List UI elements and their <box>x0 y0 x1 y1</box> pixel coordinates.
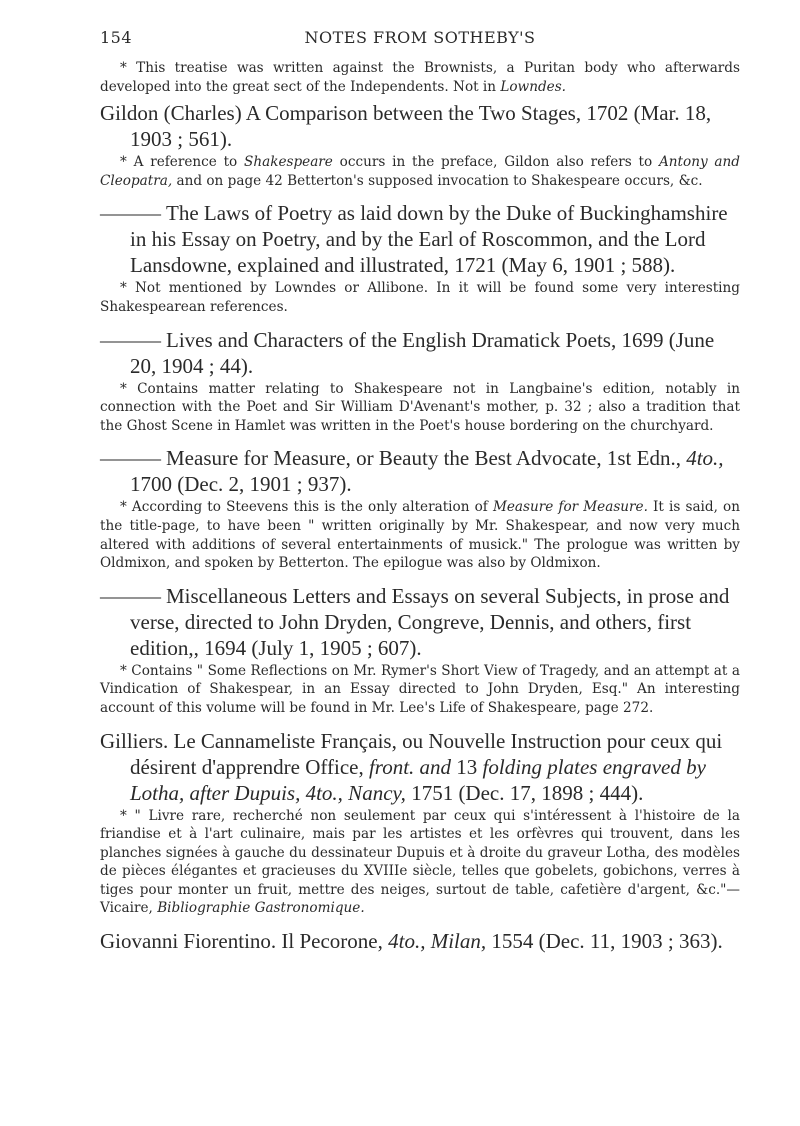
entry-note: * A reference to Shakespeare occurs in the preface, Gildon also refers to Antony and Cleopatra, and on page 42 Betterton's supposed invocation to Shakespeare occurs, &c. <box>100 154 740 189</box>
entry-note: * According to Steevens this is the only alteration of Measure for Measure. It is said, on the title-page, to have been " written originally by Mr. Shakespear, and now very much altered with additions of several entertainments of musick." The prologue was written by Oldmixon, and spoken by Betterton. The epilogue was also by Oldmixon. <box>100 499 740 572</box>
entry-note: * " Livre rare, recherché non seulement par ceux qui s'intéressent à l'histoire de la friandise et à l'art culinaire, mais par les artistes et les orfèvres qui trouvent, dans les planches signées à gauche du dessinateur Dupuis et à droite du graveur Lotha, des modèles de pièces élégantes et gracieuses du XVIIIe siècle, telles que gobelets, gobichons, verres à tiges pour monter un fruit, mettre des neiges, surtout de table, cafetière d'argent, &c."—Vicaire, Bibliographie Gastronomique. <box>100 807 740 917</box>
entry-heading: Giovanni Fiorentino. Il Pecorone, 4to., Milan, 1554 (Dec. 11, 1903 ; 363). <box>100 929 723 954</box>
entry-giovanni-fiorentino <box>100 928 740 954</box>
entry-measure-for-measure <box>100 445 740 572</box>
entry-note: * Not mentioned by Lowndes or Allibone. In it will be found some very interesting Shakespearean references. <box>100 280 740 315</box>
entry-heading: ——— Lives and Characters of the English Dramatick Poets, 1699 (June 20, 1904 ; 44). <box>100 327 715 378</box>
entry-gilliers <box>100 728 740 919</box>
entry-miscellaneous-letters <box>100 583 740 718</box>
entry-gildon-comparison <box>100 100 740 190</box>
entry-continuation <box>100 59 740 96</box>
entry-note: * This treatise was written against the Brownists, a Puritan body who afterwards developed into the great sect of the Independents. Not in Lowndes. <box>100 60 740 95</box>
running-title: NOTES FROM SOTHEBY'S <box>304 28 536 47</box>
entry-note: * Contains matter relating to Shakespeare not in Langbaine's edition, notably in connection with the Poet and Sir William D'Avenant's mother, p. 32 ; also a tradition that the Ghost Scene in Hamlet was written in the Poet's house bordering on the churchyard. <box>100 380 740 434</box>
page-header <box>100 28 740 58</box>
entry-lives-and-characters <box>100 327 740 436</box>
entry-laws-of-poetry <box>100 200 740 316</box>
entry-heading: ——— Miscellaneous Letters and Essays on several Subjects, in prose and verse, directed to John Dryden, Congreve, Dennis, and others, first edition,, 1694 (July 1, 1905 ; 607). <box>100 583 730 660</box>
entry-note: * Contains " Some Reflections on Mr. Rymer's Short View of Tragedy, and an attempt at a Vindication of Shakespear, in an Essay directed to John Dryden, Esq." An interesting account of this volume will be found in Mr. Lee's Life of Shakespeare, page 272. <box>100 662 740 716</box>
entry-heading: Gildon (Charles) A Comparison between the Two Stages, 1702 (Mar. 18, 1903 ; 561). <box>100 101 712 152</box>
entry-heading: ——— The Laws of Poetry as laid down by the Duke of Buckinghamshire in his Essay on Poetry, and by the Earl of Roscommon, and the Lord Lansdowne, explained and illustrated, 1721 (May 6, 1901 ; 588). <box>100 201 728 278</box>
page-number: 154 <box>100 28 133 47</box>
entry-heading: Gilliers. Le Cannameliste Français, ou Nouvelle Instruction pour ceux qui désirent d'apprendre Office, front. and 13 folding plates engraved by Lotha, after Dupuis, 4to., Nancy, 1751 (Dec. 17, 1898 ; 444). <box>100 728 723 805</box>
entry-heading: ——— Measure for Measure, or Beauty the Best Advocate, 1st Edn., 4to., 1700 (Dec. 2, 1901 ; 937). <box>100 446 724 497</box>
